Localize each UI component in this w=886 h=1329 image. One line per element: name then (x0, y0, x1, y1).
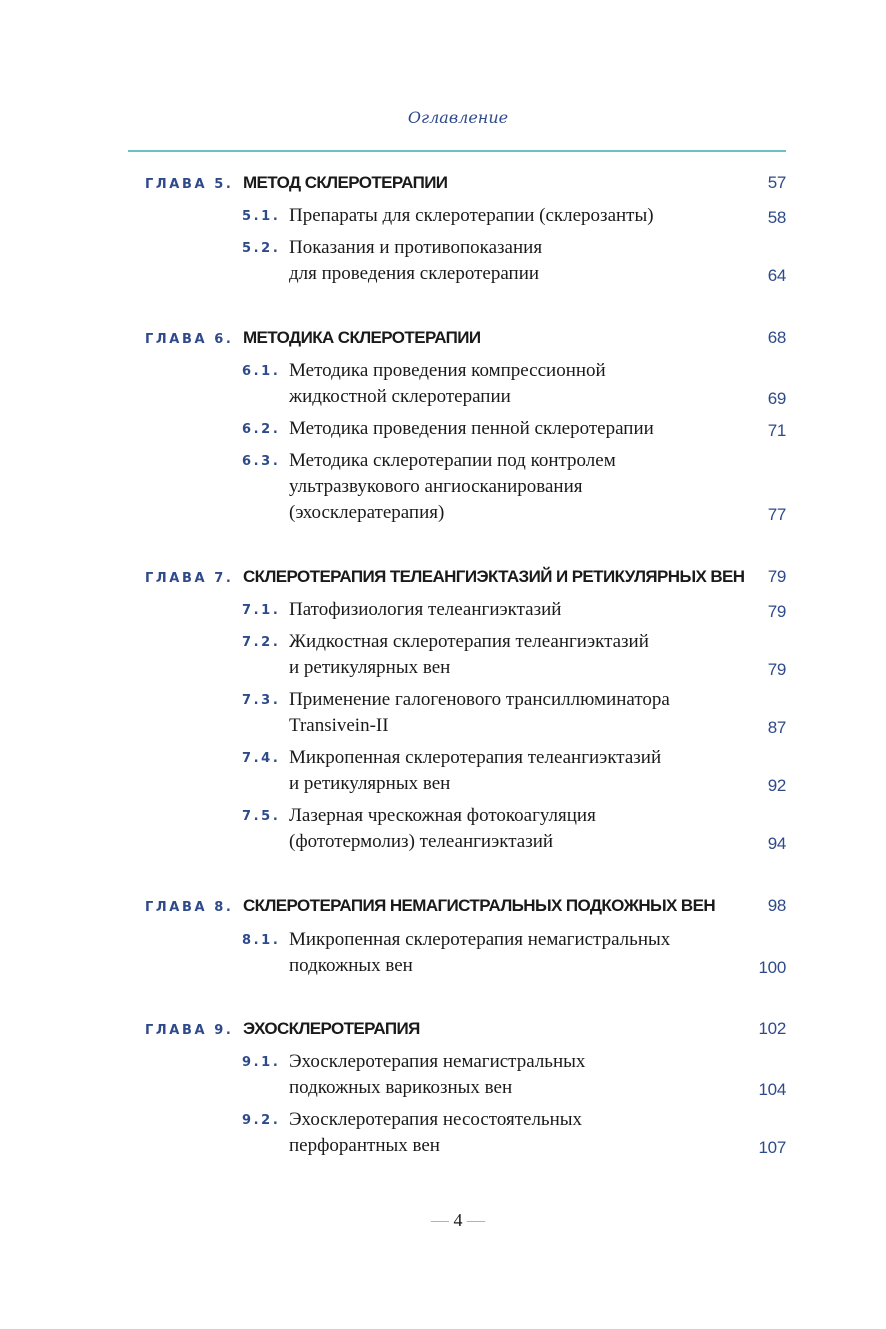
section-title-line: жидкостной склеротерапии (289, 386, 511, 407)
section-title-line: Эхосклеротерапия несостоятельных (289, 1109, 583, 1130)
section-page-number[interactable]: 58 (767, 208, 786, 227)
section-number: 7.4. (242, 751, 281, 766)
section-page-number[interactable]: 64 (767, 266, 786, 285)
section-page-number[interactable]: 104 (758, 1080, 786, 1099)
section-page-number[interactable]: 100 (758, 958, 786, 977)
chapter-title[interactable]: СКЛЕРОТЕРАПИЯ ТЕЛЕАНГИЭКТАЗИЙ И РЕТИКУЛЯРНЫХ ВЕН (243, 567, 745, 586)
section-title-line: Жидкостная склеротерапия телеангиэктазий (289, 631, 649, 652)
section-title-line: Эхосклеротерапия немагистральных (289, 1051, 586, 1072)
section-title-line: перфорантных вен (289, 1135, 440, 1156)
section-page-number[interactable]: 92 (767, 776, 786, 795)
section-title-line: для проведения склеротерапии (289, 263, 540, 284)
section-number: 8.1. (242, 933, 281, 948)
chapter-title[interactable]: МЕТОД СКЛЕРОТЕРАПИИ (243, 173, 448, 192)
page-footer (0, 1210, 886, 1231)
chapter-title[interactable]: ЭХОСКЛЕРОТЕРАПИЯ (243, 1019, 420, 1038)
section-title-line: Методика проведения компрессионной (289, 360, 606, 381)
section-number: 7.1. (242, 603, 281, 618)
section-title-line: Микропенная склеротерапия телеангиэктазий (289, 747, 662, 768)
section-number: 6.2. (242, 422, 281, 437)
section-title[interactable] (289, 448, 729, 526)
section-title-line: Патофизиология телеангиэктазий (289, 599, 562, 620)
section-page-number[interactable]: 79 (767, 602, 786, 621)
chapter-page-number[interactable]: 102 (758, 1019, 786, 1038)
section-title[interactable] (289, 203, 729, 229)
chapter-page-number[interactable]: 79 (767, 567, 786, 586)
section-title-line: ультразвукового ангиосканирования (289, 476, 583, 497)
section-title[interactable] (289, 358, 729, 410)
section-title[interactable] (289, 1049, 729, 1101)
footer-dash-left: — (431, 1210, 449, 1230)
section-title[interactable] (289, 416, 729, 442)
section-title[interactable] (289, 1107, 729, 1159)
section-page-number[interactable]: 77 (767, 505, 786, 524)
section-page-number[interactable]: 69 (767, 389, 786, 408)
chapter-page-number[interactable]: 68 (767, 328, 786, 347)
section-page-number[interactable]: 79 (767, 660, 786, 679)
section-title-line: (фототермолиз) телеангиэктазий (289, 831, 554, 852)
section-number: 9.1. (242, 1055, 281, 1070)
section-title-line: Методика проведения пенной склеротерапии (289, 418, 654, 439)
chapter-page-number[interactable]: 98 (767, 896, 786, 915)
section-title-line: и ретикулярных вен (289, 773, 451, 794)
chapter-label: ГЛАВА 9. (145, 1023, 234, 1038)
chapter-page-number[interactable]: 57 (767, 173, 786, 192)
page-header-title: Оглавление (407, 108, 509, 127)
section-title[interactable] (289, 629, 729, 681)
section-number: 9.2. (242, 1113, 281, 1128)
page-number: 4 (453, 1210, 463, 1230)
section-title-line: и ретикулярных вен (289, 657, 451, 678)
section-title[interactable] (289, 927, 729, 979)
section-page-number[interactable]: 94 (767, 834, 786, 853)
section-number: 6.3. (242, 454, 281, 469)
section-title-line: Методика склеротерапии под контролем (289, 450, 616, 471)
footer-dash-right: — (467, 1210, 485, 1230)
section-title-line: Лазерная чрескожная фотокоагуляция (289, 805, 596, 826)
section-number: 7.2. (242, 635, 281, 650)
section-title[interactable] (289, 745, 729, 797)
section-title-line: Применение галогенового трансиллюминатора (289, 689, 670, 710)
chapter-title[interactable]: МЕТОДИКА СКЛЕРОТЕРАПИИ (243, 328, 481, 347)
section-page-number[interactable]: 71 (767, 421, 786, 440)
chapter-label: ГЛАВА 5. (145, 177, 234, 192)
chapter-label: ГЛАВА 8. (145, 900, 234, 915)
section-title[interactable] (289, 803, 729, 855)
section-title-line: подкожных вен (289, 955, 413, 976)
section-number: 5.2. (242, 241, 281, 256)
section-page-number[interactable]: 87 (767, 718, 786, 737)
section-title[interactable] (289, 235, 729, 287)
section-title-line: Препараты для склеротерапии (склерозанты) (289, 205, 654, 226)
chapter-label: ГЛАВА 6. (145, 332, 234, 347)
chapter-title[interactable]: СКЛЕРОТЕРАПИЯ НЕМАГИСТРАЛЬНЫХ ПОДКОЖНЫХ ВЕН (243, 896, 716, 915)
section-title-line: Transivein-II (289, 715, 389, 736)
section-number: 5.1. (242, 209, 281, 224)
section-title-line: (эхосклератерапия) (289, 502, 445, 523)
section-title[interactable] (289, 687, 729, 739)
section-title-line: Показания и противопоказания (289, 237, 543, 258)
section-title-line: Микропенная склеротерапия немагистральных (289, 929, 671, 950)
section-number: 7.3. (242, 693, 281, 708)
chapter-label: ГЛАВА 7. (145, 571, 234, 586)
section-number: 6.1. (242, 364, 281, 379)
section-title-line: подкожных варикозных вен (289, 1077, 513, 1098)
section-page-number[interactable]: 107 (758, 1138, 786, 1157)
section-title[interactable] (289, 597, 729, 623)
section-number: 7.5. (242, 809, 281, 824)
